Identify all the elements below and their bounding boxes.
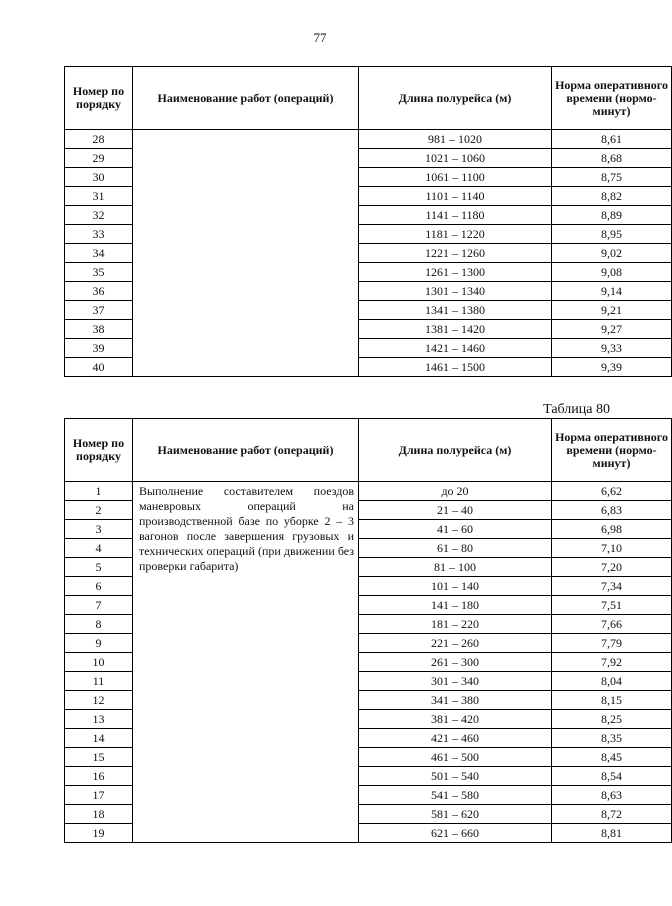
time-norm-cell: 8,81 [552, 824, 672, 843]
length-range-cell: 1141 – 1180 [359, 206, 552, 225]
order-number-cell: 3 [65, 520, 133, 539]
length-range-cell: 981 – 1020 [359, 130, 552, 149]
order-number-cell: 14 [65, 729, 133, 748]
operation-name-cell [133, 130, 359, 377]
length-range-cell: 81 – 100 [359, 558, 552, 577]
table-caption: Таблица 80 [543, 402, 610, 417]
order-number-cell: 9 [65, 634, 133, 653]
order-number-cell: 35 [65, 263, 133, 282]
length-range-cell: 1461 – 1500 [359, 358, 552, 377]
length-range-cell: 1101 – 1140 [359, 187, 552, 206]
order-number-cell: 15 [65, 748, 133, 767]
time-norm-cell: 8,75 [552, 168, 672, 187]
order-number-cell: 11 [65, 672, 133, 691]
order-number-cell: 28 [65, 130, 133, 149]
length-range-cell: 1021 – 1060 [359, 149, 552, 168]
order-number-cell: 36 [65, 282, 133, 301]
order-number-cell: 19 [65, 824, 133, 843]
length-range-cell: 101 – 140 [359, 577, 552, 596]
order-number-cell: 16 [65, 767, 133, 786]
time-norm-cell: 8,04 [552, 672, 672, 691]
order-number-cell: 5 [65, 558, 133, 577]
length-range-cell: 1061 – 1100 [359, 168, 552, 187]
length-range-cell: 41 – 60 [359, 520, 552, 539]
order-number-cell: 18 [65, 805, 133, 824]
order-number-cell: 30 [65, 168, 133, 187]
header-half-trip-length: Длина полурейса (м) [359, 419, 552, 482]
time-norm-cell: 8,35 [552, 729, 672, 748]
time-norm-cell: 8,89 [552, 206, 672, 225]
length-range-cell: 181 – 220 [359, 615, 552, 634]
length-range-cell: 1301 – 1340 [359, 282, 552, 301]
time-norm-cell: 7,34 [552, 577, 672, 596]
length-range-cell: 1261 – 1300 [359, 263, 552, 282]
time-norm-cell: 8,95 [552, 225, 672, 244]
order-number-cell: 34 [65, 244, 133, 263]
time-norm-cell: 8,72 [552, 805, 672, 824]
time-norm-cell: 7,51 [552, 596, 672, 615]
time-norm-cell: 6,62 [552, 482, 672, 501]
time-norm-cell: 7,79 [552, 634, 672, 653]
length-range-cell: 461 – 500 [359, 748, 552, 767]
time-norm-cell: 9,21 [552, 301, 672, 320]
time-norm-cell: 7,66 [552, 615, 672, 634]
time-norm-cell: 8,68 [552, 149, 672, 168]
length-range-cell: 621 – 660 [359, 824, 552, 843]
length-range-cell: 341 – 380 [359, 691, 552, 710]
time-norm-cell: 8,15 [552, 691, 672, 710]
header-operative-time-norm: Норма оперативного времени (нормо-минут) [552, 419, 672, 482]
order-number-cell: 32 [65, 206, 133, 225]
time-norm-cell: 6,83 [552, 501, 672, 520]
time-norm-cell: 9,02 [552, 244, 672, 263]
length-range-cell: 1421 – 1460 [359, 339, 552, 358]
time-norm-cell: 9,08 [552, 263, 672, 282]
header-operation-name: Наименование работ (операций) [133, 419, 359, 482]
order-number-cell: 12 [65, 691, 133, 710]
order-number-cell: 29 [65, 149, 133, 168]
length-range-cell: 1221 – 1260 [359, 244, 552, 263]
length-range-cell: 61 – 80 [359, 539, 552, 558]
time-norm-cell: 8,25 [552, 710, 672, 729]
table-row [65, 130, 672, 149]
time-norm-cell: 8,63 [552, 786, 672, 805]
length-range-cell: 1341 – 1380 [359, 301, 552, 320]
table-row [65, 482, 672, 501]
time-norm-cell: 8,61 [552, 130, 672, 149]
table-header-row [65, 67, 672, 130]
header-order-number: Номер по порядку [65, 67, 133, 130]
time-norm-cell: 8,45 [552, 748, 672, 767]
order-number-cell: 7 [65, 596, 133, 615]
norms-table-80 [64, 418, 672, 843]
length-range-cell: 221 – 260 [359, 634, 552, 653]
order-number-cell: 31 [65, 187, 133, 206]
time-norm-cell: 7,10 [552, 539, 672, 558]
order-number-cell: 2 [65, 501, 133, 520]
length-range-cell: 541 – 580 [359, 786, 552, 805]
time-norm-cell: 9,27 [552, 320, 672, 339]
order-number-cell: 39 [65, 339, 133, 358]
order-number-cell: 13 [65, 710, 133, 729]
order-number-cell: 37 [65, 301, 133, 320]
order-number-cell: 6 [65, 577, 133, 596]
header-half-trip-length: Длина полурейса (м) [359, 67, 552, 130]
length-range-cell: 141 – 180 [359, 596, 552, 615]
time-norm-cell: 7,20 [552, 558, 672, 577]
order-number-cell: 1 [65, 482, 133, 501]
time-norm-cell: 9,33 [552, 339, 672, 358]
header-operative-time-norm: Норма оперативного времени (нормо-минут) [552, 67, 672, 130]
length-range-cell: 421 – 460 [359, 729, 552, 748]
order-number-cell: 4 [65, 539, 133, 558]
length-range-cell: 301 – 340 [359, 672, 552, 691]
order-number-cell: 40 [65, 358, 133, 377]
norms-table-continued [64, 66, 672, 377]
order-number-cell: 33 [65, 225, 133, 244]
time-norm-cell: 8,54 [552, 767, 672, 786]
operation-name-cell: Выполнение составителем поездов маневровых операций на производственной базе по уборке 2 – 3 вагонов после завершения грузовых и технических операций (при движении без проверки габарита) [133, 482, 359, 843]
header-operation-name: Наименование работ (операций) [133, 67, 359, 130]
time-norm-cell: 7,92 [552, 653, 672, 672]
order-number-cell: 38 [65, 320, 133, 339]
header-order-number: Номер по порядку [65, 419, 133, 482]
length-range-cell: 1181 – 1220 [359, 225, 552, 244]
length-range-cell: 261 – 300 [359, 653, 552, 672]
page-number: 77 [313, 30, 327, 45]
length-range-cell: до 20 [359, 482, 552, 501]
time-norm-cell: 9,39 [552, 358, 672, 377]
time-norm-cell: 8,82 [552, 187, 672, 206]
order-number-cell: 17 [65, 786, 133, 805]
length-range-cell: 501 – 540 [359, 767, 552, 786]
length-range-cell: 1381 – 1420 [359, 320, 552, 339]
time-norm-cell: 9,14 [552, 282, 672, 301]
order-number-cell: 8 [65, 615, 133, 634]
time-norm-cell: 6,98 [552, 520, 672, 539]
length-range-cell: 581 – 620 [359, 805, 552, 824]
length-range-cell: 21 – 40 [359, 501, 552, 520]
order-number-cell: 10 [65, 653, 133, 672]
table-header-row [65, 419, 672, 482]
length-range-cell: 381 – 420 [359, 710, 552, 729]
